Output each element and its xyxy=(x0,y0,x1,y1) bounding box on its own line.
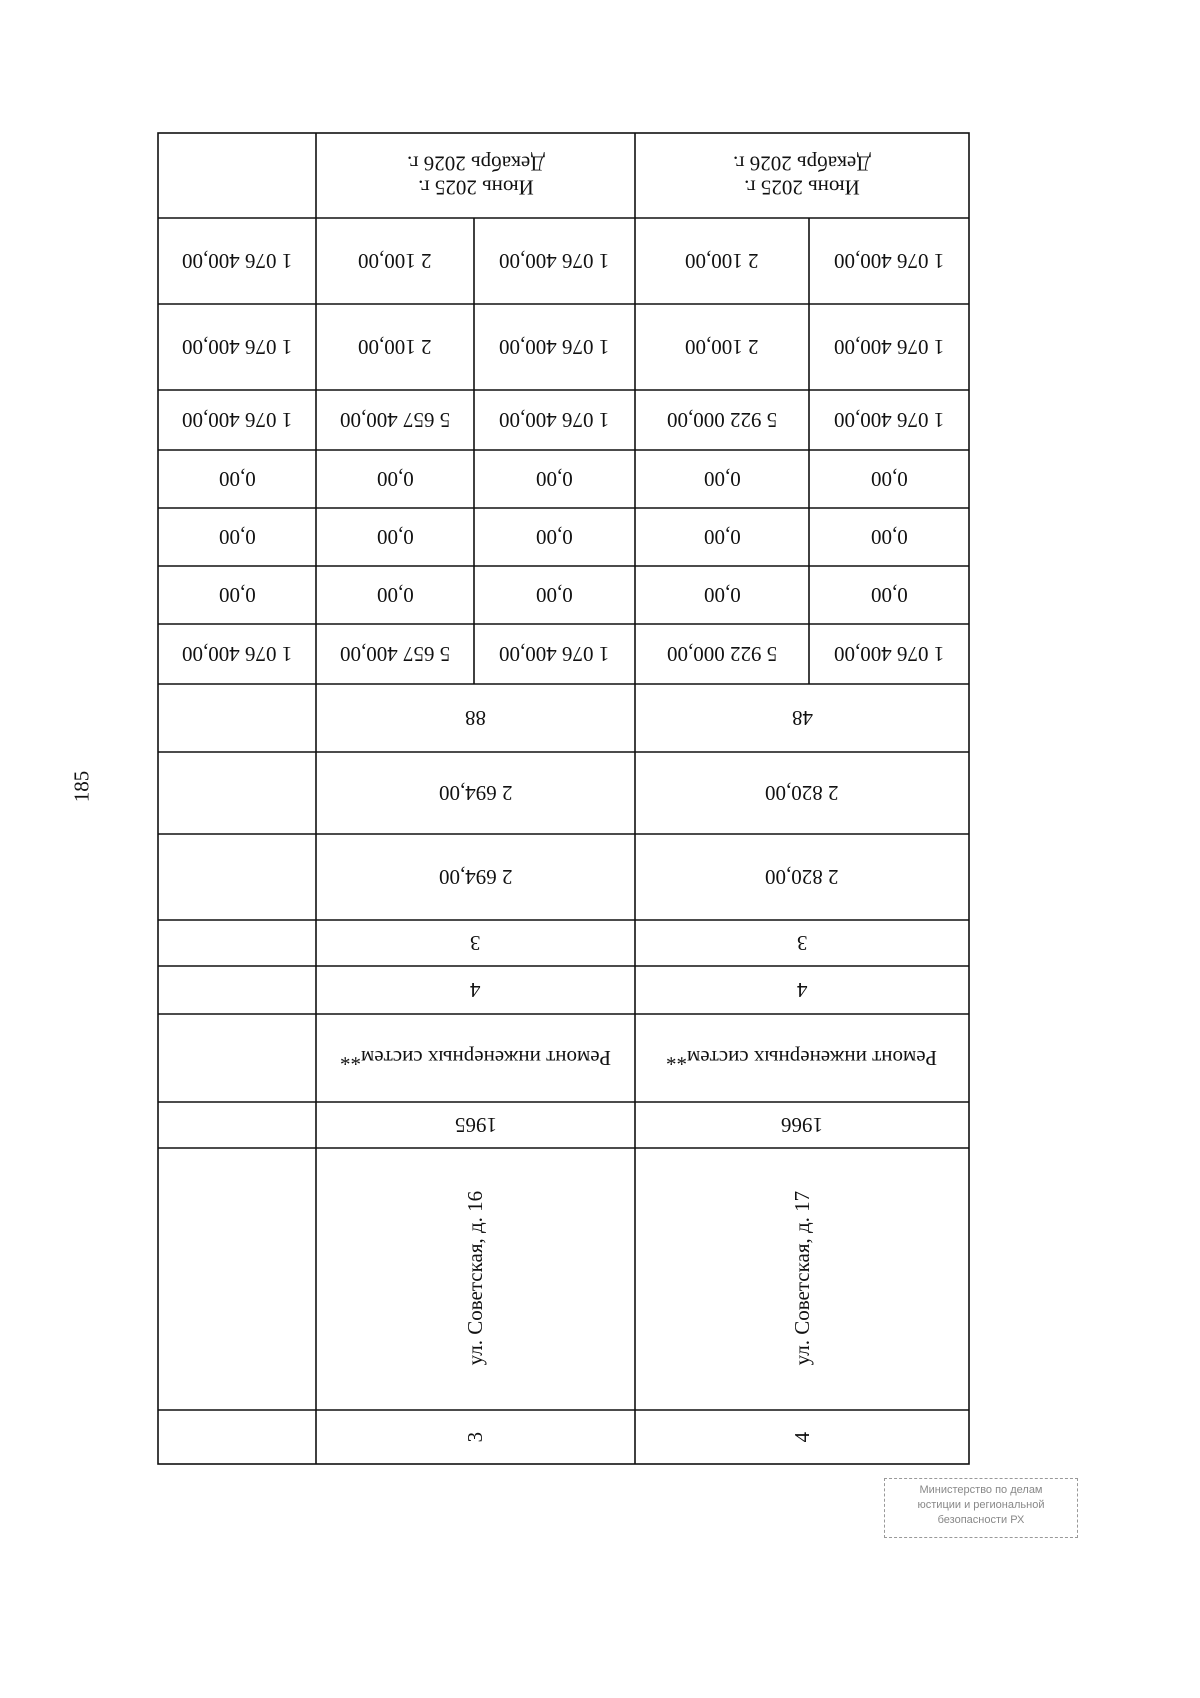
merged-cell: 4 xyxy=(796,978,808,1003)
stamp-line: Министерство по делам xyxy=(919,1484,1043,1496)
value-cell: 2 100,00 xyxy=(358,249,432,274)
merged-cell: 2 820,00 xyxy=(765,865,839,890)
merged-cell: 3 xyxy=(796,931,808,956)
address-cell: ул. Советская, д. 17 xyxy=(789,1190,814,1366)
value-cell: 2 100,00 xyxy=(358,335,432,360)
value-cell: 2 100,00 xyxy=(685,335,759,360)
value-cell: 1 076 400,00 xyxy=(181,642,293,667)
merged-cell: 2 694,00 xyxy=(438,865,513,890)
value-cell: 0,00 xyxy=(376,525,414,550)
value-cell: 0,00 xyxy=(870,583,908,608)
merged-cell: 2 820,00 xyxy=(765,781,839,806)
row-number-cell: 4 xyxy=(789,1431,814,1443)
work-type-cell: Ремонт инженерных систем** xyxy=(666,1046,938,1071)
work-type-cell: Ремонт инженерных систем** xyxy=(339,1046,612,1071)
value-cell: 1 076 400,00 xyxy=(833,642,945,667)
value-cell: 5 657 400,00 xyxy=(339,408,451,433)
value-cell: 0,00 xyxy=(218,525,256,550)
merged-cell: 4 xyxy=(470,978,481,1003)
value-cell: 5 922 000,00 xyxy=(666,642,778,667)
merged-cell: 3 xyxy=(470,931,481,956)
row-number-cell: 3 xyxy=(463,1431,488,1443)
value-cell: 1 076 400,00 xyxy=(499,408,610,433)
year-cell: 1966 xyxy=(781,1113,823,1138)
value-cell: 1 076 400,00 xyxy=(181,408,293,433)
value-cell: 1 076 400,00 xyxy=(833,408,945,433)
value-cell: 1 076 400,00 xyxy=(833,335,945,360)
value-cell: 0,00 xyxy=(218,583,256,608)
value-cell: 0,00 xyxy=(870,467,908,492)
value-cell: 0,00 xyxy=(703,467,741,492)
value-cell: 1 076 400,00 xyxy=(499,335,610,360)
value-cell: 0,00 xyxy=(870,525,908,550)
registration-stamp xyxy=(884,1478,1078,1538)
value-cell: 0,00 xyxy=(536,525,573,550)
value-cell: 1 076 400,00 xyxy=(499,642,610,667)
value-cell: 0,00 xyxy=(376,583,414,608)
year-cell: 1965 xyxy=(454,1113,497,1138)
value-cell: 2 100,00 xyxy=(685,249,759,274)
header-period-col-c: Июнь 2025 г. Декабрь 2026 г. xyxy=(733,151,871,200)
merged-cell: 48 xyxy=(791,706,813,731)
value-cell: 1 076 400,00 xyxy=(499,249,610,274)
value-cell: 0,00 xyxy=(703,583,741,608)
merged-cell: 2 694,00 xyxy=(438,781,513,806)
value-cell: 0,00 xyxy=(376,467,414,492)
value-cell: 1 076 400,00 xyxy=(181,249,293,274)
value-cell: 0,00 xyxy=(536,583,573,608)
value-cell: 0,00 xyxy=(218,467,256,492)
value-cell: 0,00 xyxy=(536,467,573,492)
stamp-line: безопасности РХ xyxy=(937,1514,1025,1526)
value-cell: 1 076 400,00 xyxy=(833,249,945,274)
page-number: 185 xyxy=(69,770,94,803)
value-cell: 5 657 400,00 xyxy=(339,642,451,667)
value-cell: 5 922 000,00 xyxy=(666,408,778,433)
value-cell: 0,00 xyxy=(703,525,741,550)
header-period-col-b: Июнь 2025 г. Декабрь 2026 г. xyxy=(406,151,545,200)
merged-cell: 88 xyxy=(465,706,486,731)
address-cell: ул. Советская, д. 16 xyxy=(463,1190,488,1366)
stamp-line: юстиции и региональной xyxy=(917,1499,1045,1511)
value-cell: 1 076 400,00 xyxy=(181,335,293,360)
document-table xyxy=(157,132,970,1465)
